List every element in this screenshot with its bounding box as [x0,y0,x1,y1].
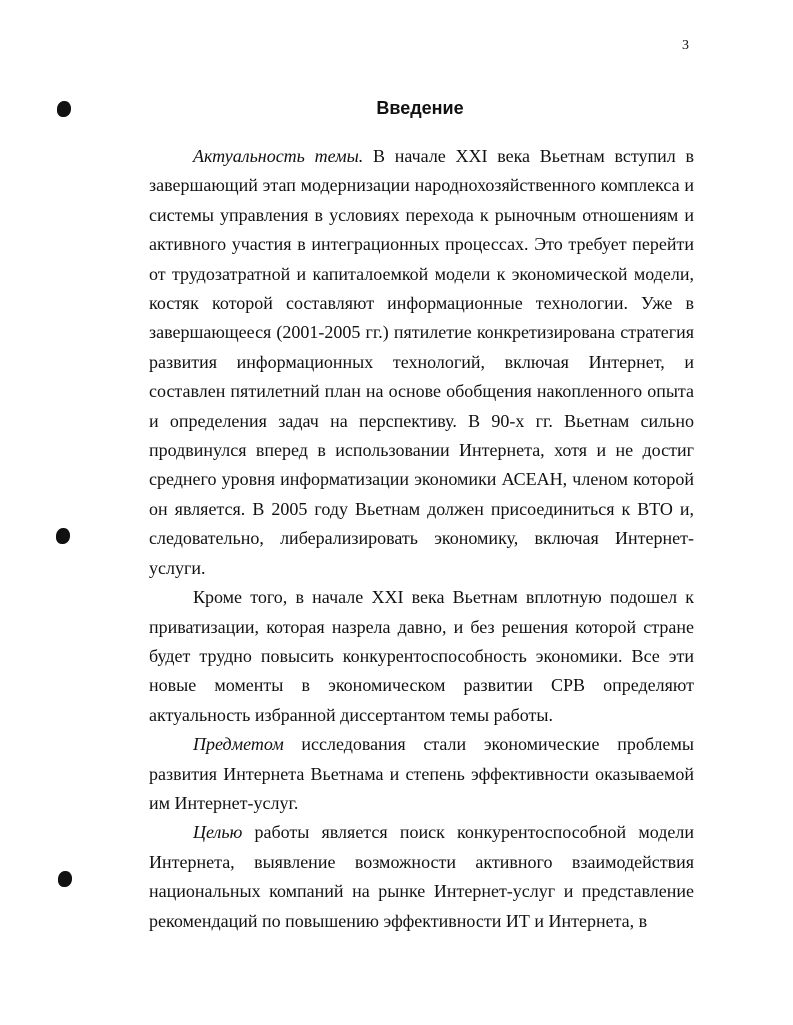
page-number: 3 [682,38,689,53]
paragraph-text: работы является поиск конкурентоспособной модели Интернета, выявление возможности активного взаимодействия национальных компаний на рынке Интернет-услуг и представление рекомендаций по повышению эффективности ИТ и Интернета, в [149,822,694,931]
paragraph-lead: Целью [193,822,243,843]
paragraph-lead: Актуальность темы. [193,146,364,166]
paragraph-subject [149,730,694,818]
paragraph-text: Кроме того, в начале XXI века Вьетнам вплотную подошел к приватизации, которая назрела давно, и без решения которой стране будет трудно повысить конкурентоспособность экономики. Все эти новые моменты в экономическом развитии СРВ определяют актуальность избранной диссертантом темы работы. [149,587,694,725]
paragraph-text: В начале XXI века Вьетнам вступил в завершающий этап модернизации народнохозяйственного комплекса и системы управления в условиях перехода к рыночным отношениям и активного участия в интеграционных процессах. Это требует перейти от трудозатратной и капиталоемкой модели к экономической модели, костяк которой составляют информационные технологии. Уже в завершающееся (2001-2005 гг.) пятилетие конкретизирована стратегия развития информационных технологий, включая Интернет, и составлен пятилетний план на основе обобщения накопленного опыта и определения задач на перспективу. В 90-х гг. Вьетнам сильно продвинулся вперед в использовании Интернета, хотя и не достиг среднего уровня информатизации экономики АСЕАН, членом которой он является. В 2005 году Вьетнам должен присоединиться к ВТО и, следовательно, либерализировать экономику, включая Интернет-услуги. [149,146,694,578]
section-heading: Введение [376,98,464,118]
paragraph-privatization [149,583,694,730]
paragraph-goal [149,818,694,936]
punch-hole-mark [56,528,70,544]
paragraph-lead: Предметом [193,734,284,755]
body-text [149,142,694,936]
paragraph-text: исследования стали экономические проблемы развития Интернета Вьетнама и степень эффективности оказываемой им Интернет-услуг. [149,734,694,813]
paragraph-relevance [149,142,694,583]
punch-hole-mark [58,871,72,887]
